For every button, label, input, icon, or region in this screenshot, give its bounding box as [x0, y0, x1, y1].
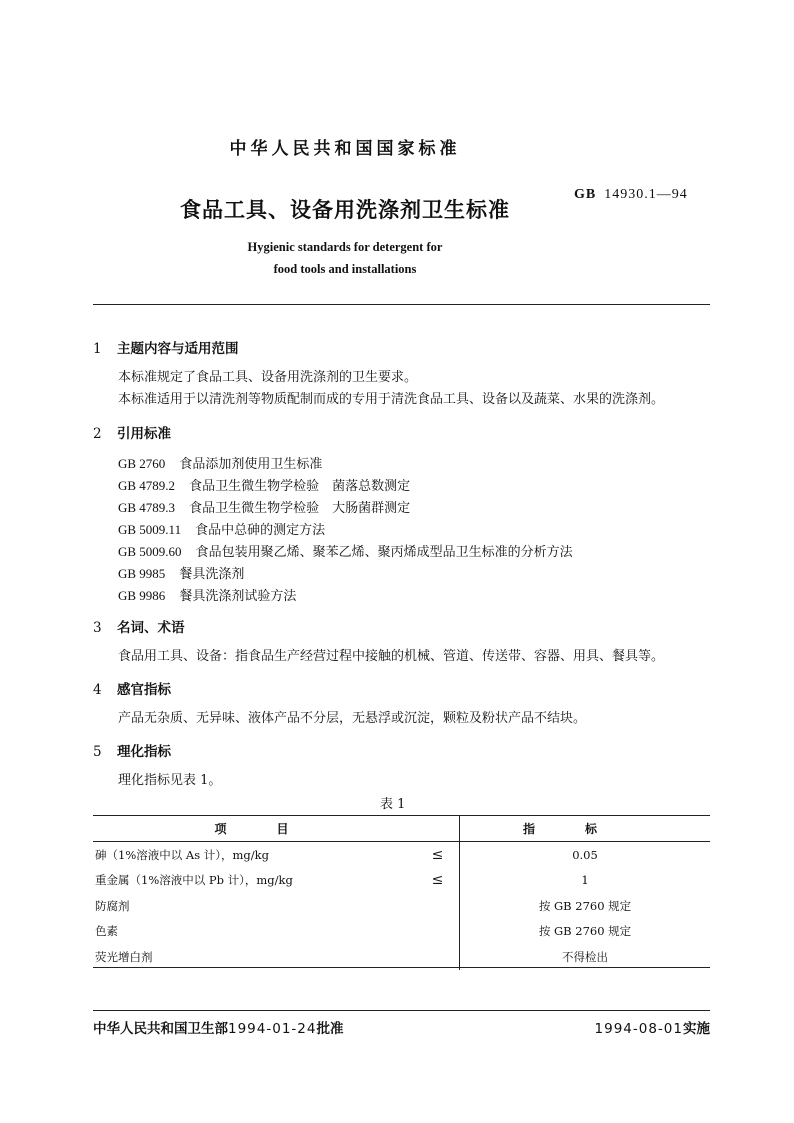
table-header-row [93, 815, 710, 842]
title-english [0, 236, 690, 280]
implementation-line [560, 1017, 710, 1037]
title-english-line-2: food tools and installations [273, 262, 417, 276]
section-5-heading: 5 理化指标 [93, 744, 171, 760]
reference-item: GB 4789.3 食品卫生微生物学检验 大肠菌群测定 [118, 500, 411, 516]
table-row [93, 868, 710, 894]
row-value: 按 GB 2760 规定 [538, 924, 632, 939]
title-english-line-1: Hygienic standards for detergent for [247, 240, 443, 254]
row-item: 砷（1%溶液中以 As 计），mg/kg [95, 847, 269, 862]
reference-item: GB 5009.60 食品包装用聚乙烯、聚苯乙烯、聚丙烯成型品卫生标准的分析方法 [118, 544, 573, 560]
row-operator [416, 893, 460, 919]
approval-org: 中华人民共和国卫生部 [93, 1021, 228, 1037]
approval-suffix: 批准 [316, 1021, 344, 1037]
row-operator [416, 919, 460, 945]
section-3-heading: 3 名词、术语 [93, 620, 185, 636]
row-operator [416, 944, 460, 970]
paragraph: 本标准规定了食品工具、设备用洗涤剂的卫生要求。 [118, 370, 418, 385]
row-operator: ≤ [416, 868, 460, 894]
implementation-date: 1994-08-01 [594, 1021, 683, 1037]
column-header-value: 指标 [460, 815, 711, 842]
row-value: 不得检出 [562, 949, 608, 964]
row-item: 重金属（1%溶液中以 Pb 计），mg/kg [95, 873, 293, 888]
section-4-heading: 4 感官指标 [93, 682, 171, 698]
row-value: 0.05 [572, 847, 598, 862]
section-2-heading: 2 引用标准 [93, 426, 171, 442]
table-bottom-rule [93, 967, 710, 968]
section-4-body [118, 708, 586, 730]
column-header-item: 项目 [93, 815, 460, 842]
title-chinese: 食品工具、设备用洗涤剂卫生标准 [180, 197, 510, 222]
row-value: 按 GB 2760 规定 [538, 898, 632, 913]
header-rule [93, 304, 710, 305]
row-item: 防腐剂 [95, 898, 130, 913]
footer-rule [93, 1010, 710, 1011]
implementation-suffix: 实施 [683, 1021, 710, 1037]
spec-table [93, 815, 710, 970]
standard-code: GB 14930.1—94 [574, 187, 688, 202]
section-5-body [118, 770, 221, 792]
row-value: 1 [581, 873, 589, 888]
paragraph: 食品用工具、设备：指食品生产经营过程中接触的机械、管道、传送带、容器、用具、餐具等。 [118, 649, 665, 664]
reference-item: GB 2760 食品添加剂使用卫生标准 [118, 456, 323, 472]
paragraph: 本标准适用于以清洗剂等物质配制而成的专用于清洗食品工具、设备以及蔬菜、水果的洗涤剂。 [118, 392, 665, 407]
reference-item: GB 5009.11 食品中总砷的测定方法 [118, 522, 326, 538]
table-row [93, 893, 710, 919]
table-row [93, 919, 710, 945]
table-row [93, 842, 710, 868]
approval-date: 1994-01-24 [228, 1021, 317, 1037]
issuing-body: 中华人民共和国国家标准 [229, 139, 461, 159]
approval-line [93, 1017, 343, 1037]
section-1-heading: 1 主题内容与适用范围 [93, 341, 239, 357]
row-item: 荧光增白剂 [95, 949, 153, 964]
reference-item: GB 9986 餐具洗涤剂试验方法 [118, 588, 297, 604]
section-1-body [118, 367, 664, 411]
table-caption: 表 1 [380, 797, 406, 812]
row-operator: ≤ [416, 842, 460, 868]
section-3-body [118, 646, 664, 668]
reference-item: GB 9985 餐具洗涤剂 [118, 566, 245, 582]
reference-item: GB 4789.2 食品卫生微生物学检验 菌落总数测定 [118, 478, 411, 494]
paragraph: 理化指标见表 1。 [118, 773, 222, 788]
table-row [93, 944, 710, 970]
row-item: 色素 [95, 924, 118, 939]
paragraph: 产品无杂质、无异味、液体产品不分层，无悬浮或沉淀，颗粒及粉状产品不结块。 [118, 711, 587, 726]
